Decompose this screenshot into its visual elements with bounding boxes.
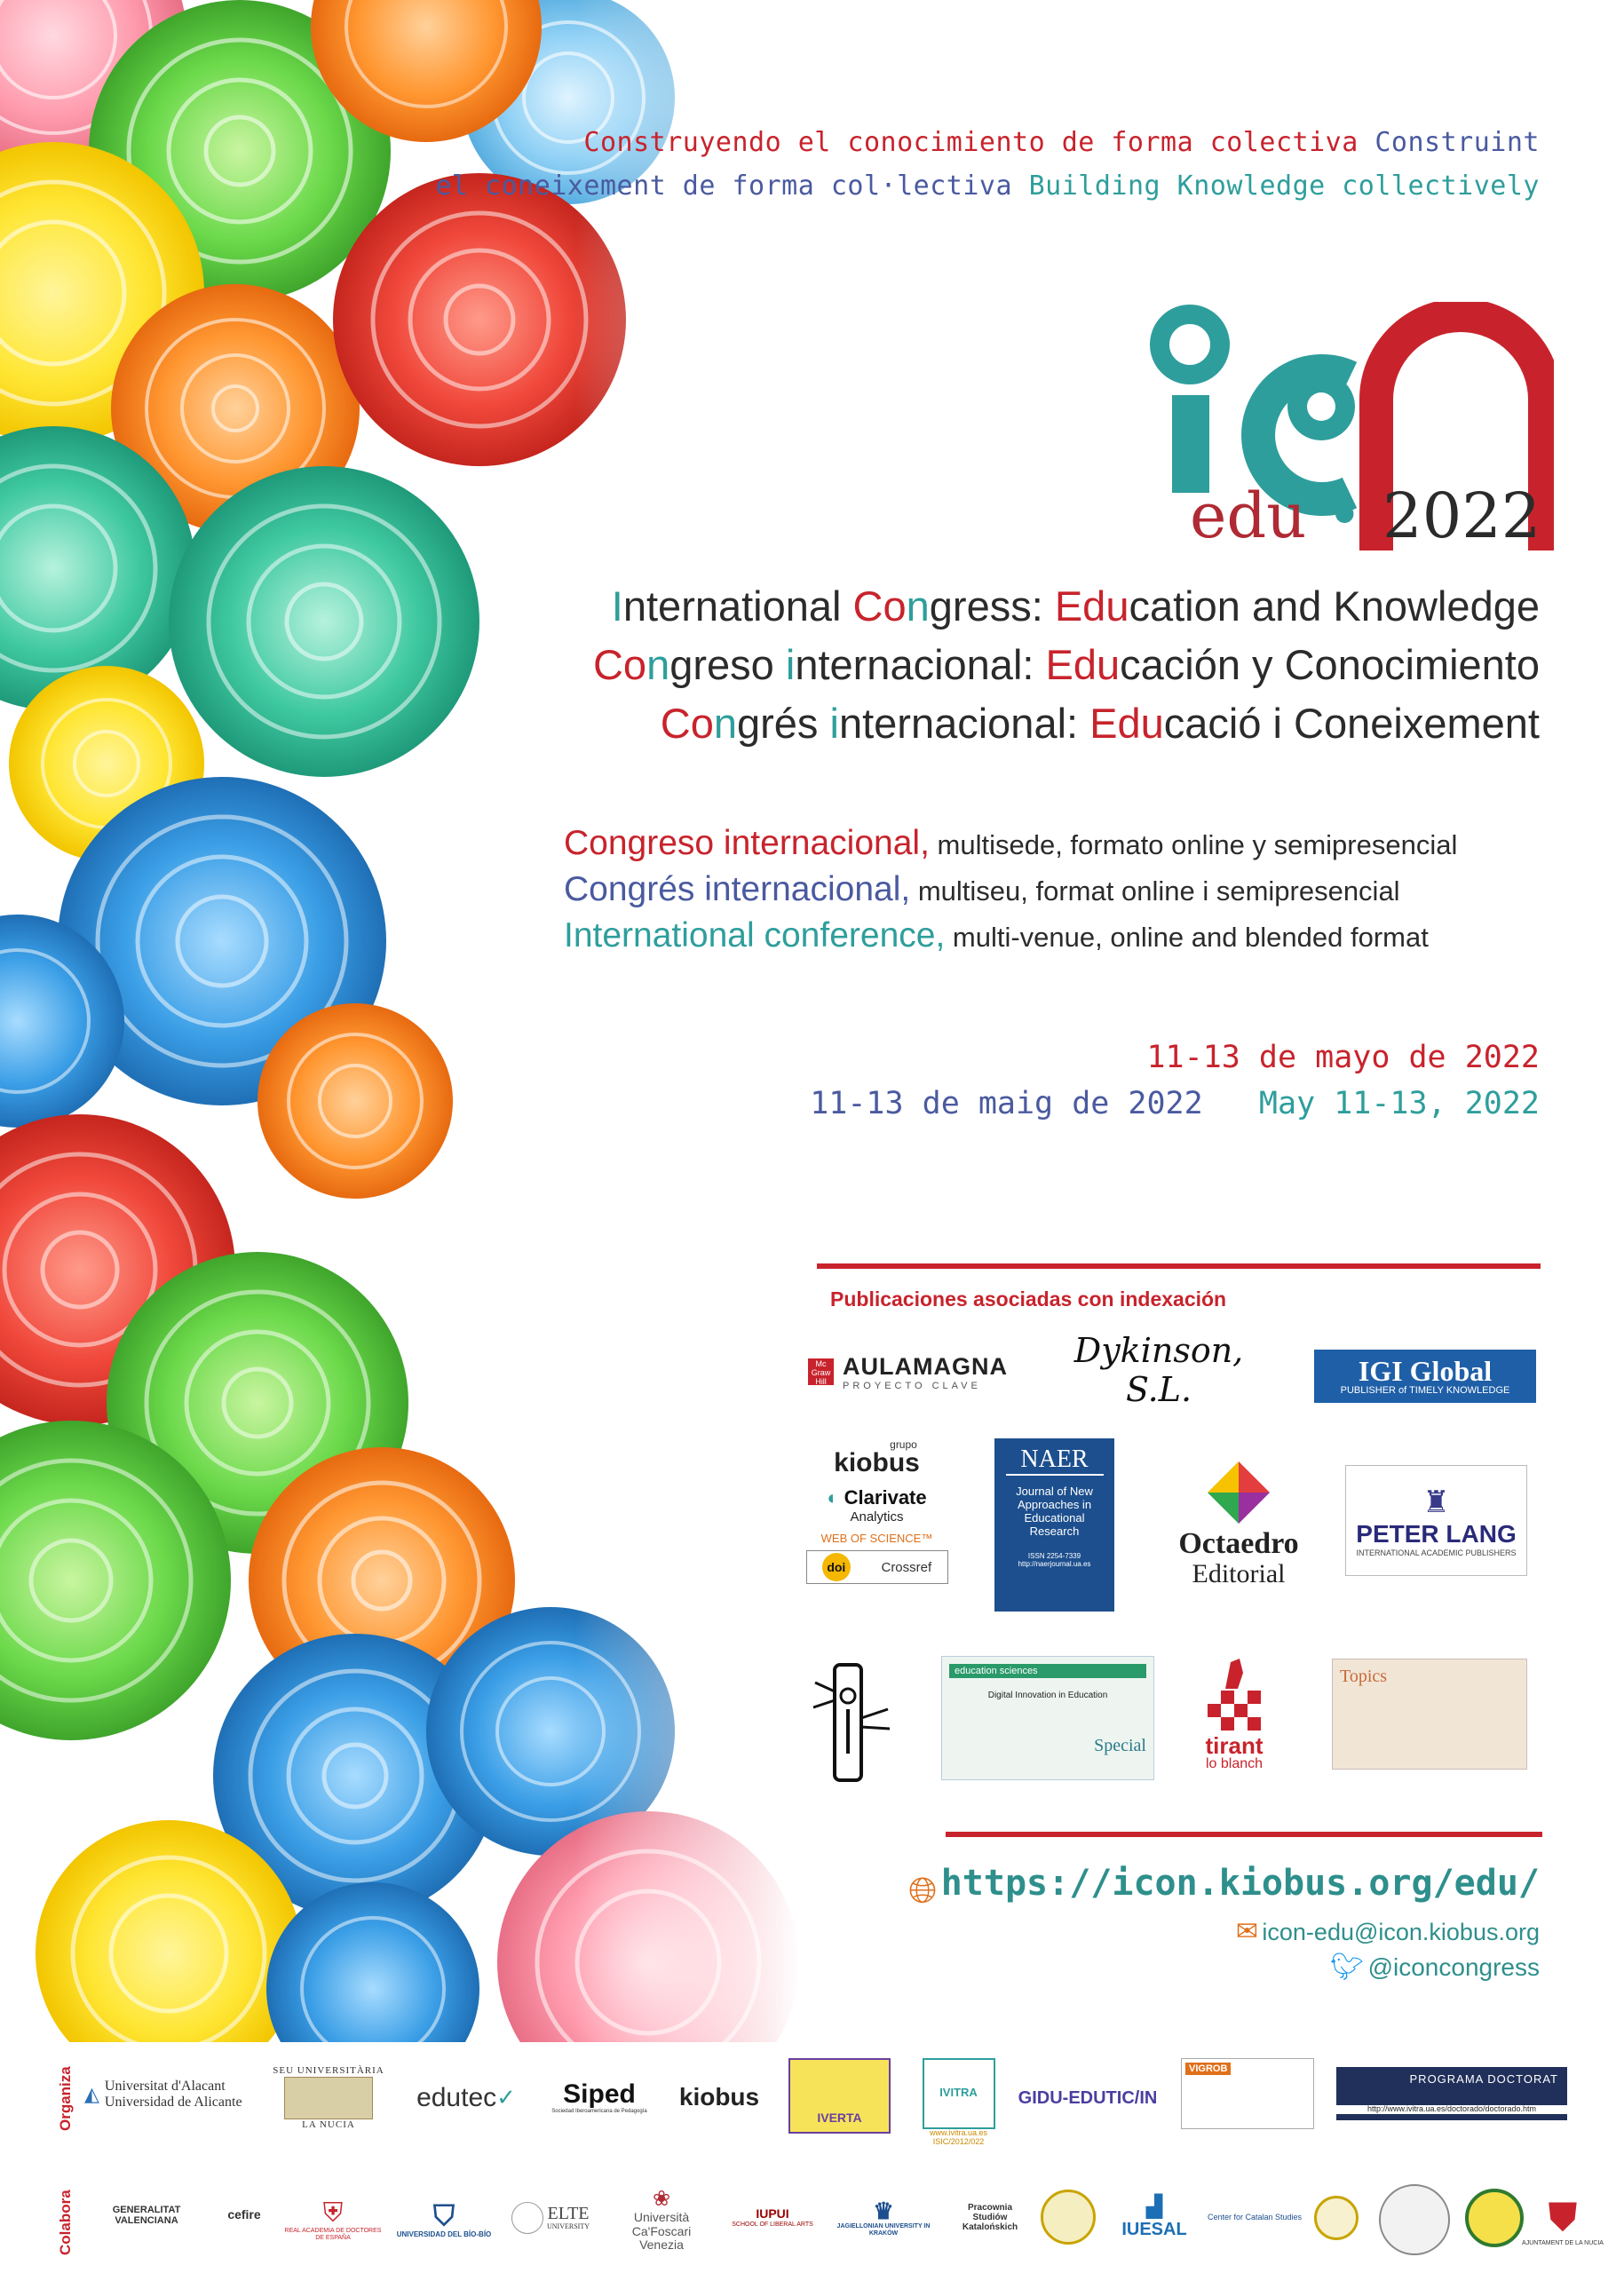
title-es-n: n	[646, 641, 670, 688]
format-lines	[564, 821, 1457, 960]
standing-figure-icon	[808, 1656, 897, 1789]
title-es-co: Co	[592, 641, 647, 688]
foscari-line: Venezia	[639, 2237, 684, 2252]
tirant-logo	[1185, 1643, 1283, 1785]
gva-logo	[89, 2193, 204, 2237]
doi-icon: doi	[822, 1553, 851, 1581]
pracownia-line: Studiów	[972, 2213, 1008, 2222]
contact-url-row	[908, 1863, 1540, 1911]
foscari-line: Ca'Foscari	[631, 2223, 692, 2238]
bird-figure-logo	[804, 1651, 901, 1794]
organiza-label: Organiza	[57, 2066, 74, 2131]
jagiellonian-name: JAGIELLONIAN UNIVERSITY IN KRAKÓW	[836, 2223, 931, 2237]
knight-icon	[1199, 1655, 1270, 1735]
naer-line: Research	[1029, 1525, 1080, 1538]
twitter-handle[interactable]: @iconcongress	[1367, 1953, 1540, 1981]
ivitra-url: www.ivitra.ua.es	[929, 2127, 988, 2137]
format-ca	[564, 867, 1457, 914]
edutec-icon: ✓	[496, 2084, 516, 2111]
title-es-part: cación y Conocimiento	[1120, 641, 1540, 688]
title-en-n: n	[906, 582, 930, 630]
ua-logo	[84, 2067, 253, 2122]
email-icon: ✉	[1235, 1917, 1258, 1946]
naer-journal-cover	[994, 1438, 1114, 1612]
gva-line: GENERALITAT	[112, 2204, 181, 2215]
crest-icon: ⛨	[322, 2198, 344, 2228]
foscari-seal-icon: ❀	[652, 2186, 671, 2211]
title-en-co: Co	[852, 582, 907, 630]
title-en-edu: Edu	[1054, 582, 1129, 630]
email-link[interactable]: icon-edu@icon.kiobus.org	[1262, 1919, 1540, 1945]
peter-lang-name: PETER LANG	[1356, 1519, 1517, 1548]
contact-twitter-row	[1330, 1952, 1540, 1983]
format-en-label: International conference,	[564, 916, 946, 954]
divider-rule	[946, 1832, 1542, 1837]
dykinson-logo: Dykinson, S.L.	[1073, 1330, 1244, 1409]
ajuntament-nucia-logo	[1514, 2180, 1612, 2264]
naer-line: Approaches in	[1017, 1498, 1092, 1511]
foscari-line: Università	[633, 2210, 690, 2225]
title-es-i: i	[785, 641, 796, 688]
title-ca-part: cació i Coneixement	[1163, 700, 1540, 747]
university-seal-icon	[1041, 2190, 1096, 2245]
date-en: May 11-13, 2022	[1258, 1086, 1540, 1121]
university-seal-icon	[1314, 2196, 1359, 2240]
doctorado-url: http://www.ivitra.ua.es/doctorado/doctorado.htm	[1336, 2105, 1567, 2114]
biobio-name: UNIVERSIDAD DEL BÍO-BÍO	[396, 2230, 492, 2239]
iupui-name: IUPUI	[756, 2206, 789, 2222]
format-es-rest: multisede, formato online y semipresencial	[929, 829, 1458, 860]
seal-logo-2	[1305, 2189, 1367, 2246]
contact-email-row	[1236, 1916, 1540, 1947]
title-ca-i: i	[829, 700, 839, 747]
siped-name: Siped	[563, 2079, 636, 2110]
congress-titles	[593, 577, 1540, 753]
biobio-logo	[391, 2184, 497, 2255]
nucia-name: AJUNTAMENT DE LA NUCIA	[1522, 2239, 1604, 2246]
education-sciences-cover	[941, 1656, 1154, 1780]
seu-top: SEU UNIVERSITÀRIA	[273, 2065, 384, 2077]
institution-seal-icon	[1379, 2184, 1450, 2255]
siped-sub: Sociedad Iberoamericana de Pedagogía	[551, 2109, 647, 2115]
ua-line: Universidad de Alicante	[104, 2095, 242, 2110]
event-dates	[810, 1034, 1540, 1127]
format-ca-rest: multiseu, format online i semipresencial	[910, 875, 1400, 907]
real-academia-name: REAL ACADEMIA DE DOCTORES DE ESPAÑA	[284, 2227, 382, 2241]
title-ca-edu: Edu	[1089, 700, 1164, 747]
title-es	[593, 636, 1540, 694]
elte-name: ELTE	[547, 2204, 590, 2224]
igi-global-sub: PUBLISHER of TIMELY KNOWLEDGE	[1340, 1385, 1510, 1396]
format-en	[564, 914, 1457, 960]
seal-logo-3	[1372, 2180, 1456, 2260]
vigrob-logo	[1181, 2058, 1314, 2129]
paper-rolls-illustration	[0, 0, 799, 2042]
igi-global-name: IGI Global	[1358, 1355, 1493, 1387]
tagline-line-2	[435, 170, 1540, 202]
ivitra-logo	[916, 2051, 1001, 2153]
igi-global-logo	[1314, 1350, 1536, 1403]
cefire-logo: cefire	[227, 2207, 261, 2222]
title-es-edu: Edu	[1045, 641, 1121, 688]
iupui-logo	[719, 2200, 826, 2236]
aula-magna-sub: PROYECTO CLAVE	[843, 1380, 981, 1391]
iuesal-logo	[1110, 2189, 1199, 2246]
kiobus-small-logo: kiobus	[678, 2083, 760, 2111]
colabora-label: Colabora	[57, 2190, 74, 2255]
octaedro-icon	[1203, 1457, 1274, 1528]
publications-title: Publicaciones asociadas con indexación	[830, 1287, 1227, 1311]
ua-line: Universitat d'Alacant	[104, 2079, 226, 2095]
elte-sub: UNIVERSITY	[547, 2222, 590, 2231]
gidu-edutic-logo: GIDU-EDUTIC/IN	[1018, 2087, 1158, 2108]
seu-building-icon	[284, 2077, 373, 2119]
mcgraw-hill-icon: Mc Graw Hill	[808, 1358, 834, 1385]
title-ca-part: nternacional:	[838, 700, 1090, 747]
tirant-sub: lo blanch	[1205, 1756, 1264, 1771]
real-academia-logo	[284, 2184, 382, 2255]
kiobus-clarivate-stack	[804, 1438, 950, 1616]
gva-line: VALENCIANA	[115, 2215, 178, 2226]
kiobus-name: kiobus	[834, 1448, 920, 1477]
title-en-part: nternational	[622, 582, 853, 630]
clarivate-icon: ◐	[827, 1486, 839, 1509]
clarivate-name: Clarivate	[844, 1486, 927, 1509]
date-ca: 11-13 de maig de 2022	[810, 1086, 1203, 1121]
logo-year: 2022	[1382, 479, 1541, 552]
tagline-en: Building Knowledge collectively	[1028, 170, 1540, 202]
date-es: 11-13 de mayo de 2022	[1146, 1040, 1540, 1075]
pracownia-logo	[946, 2193, 1034, 2242]
format-ca-label: Congrés internacional,	[564, 870, 911, 908]
ivitra-code: ISIC/2012/022	[932, 2136, 985, 2146]
aula-magna-name: AULAMAGNA	[843, 1352, 1008, 1380]
edutec-logo	[404, 2078, 528, 2118]
pracownia-line: Katalońskich	[962, 2222, 1018, 2232]
format-en-rest: multi-venue, online and blended format	[945, 922, 1429, 953]
peter-lang-icon: ♜	[1422, 1485, 1450, 1519]
seal-logo-1	[1037, 2186, 1099, 2248]
tagline-ca-end: el coneixement de forma col·lectiva	[435, 170, 1013, 202]
topics-name: Topics	[1340, 1667, 1388, 1686]
title-en-part: gress:	[929, 582, 1055, 630]
title-en	[593, 577, 1540, 636]
edu-sciences-issue: Digital Innovation in Education	[987, 1691, 1108, 1700]
iuesal-name: IUESAL	[1121, 2219, 1187, 2239]
logo-dot: •	[1326, 479, 1363, 552]
logo-wordmark	[1190, 479, 1541, 552]
title-en-part: cation and Knowledge	[1129, 582, 1540, 630]
tagline-ca-start: Construint	[1374, 127, 1540, 158]
doctorado-title: PROGRAMA DOCTORAT	[1409, 2071, 1558, 2086]
octaedro-logo	[1163, 1452, 1314, 1594]
seu-la-nucia-logo	[266, 2055, 391, 2140]
pracownia-line: Pracownia	[967, 2203, 1013, 2213]
naer-url: http://naerjournal.ua.es	[1018, 1560, 1091, 1568]
website-link[interactable]: https://icon.kiobus.org/edu/	[940, 1863, 1540, 1904]
title-ca-part: grés	[737, 700, 830, 747]
vigrob-name: VIGROB	[1185, 2063, 1231, 2075]
octaedro-name: Octaedro	[1178, 1527, 1299, 1560]
format-es-label: Congreso internacional,	[564, 824, 930, 862]
edu-sciences-journal: education sciences	[949, 1664, 1146, 1678]
globe-icon: 🌐︎	[908, 1871, 938, 1911]
center-catalan-studies-logo: Center for Catalan Studies	[1207, 2213, 1303, 2222]
elte-seal-icon	[511, 2202, 543, 2234]
biobio-shield-icon: ⛉	[432, 2199, 455, 2231]
iuesal-icon: ▟	[1145, 2195, 1163, 2220]
edutec-name: edutec	[416, 2083, 497, 2112]
peter-lang-sub: INTERNATIONAL ACADEMIC PUBLISHERS	[1356, 1548, 1517, 1557]
seu-bottom: LA NUCIA	[302, 2119, 355, 2130]
naer-line: Journal of New	[1016, 1485, 1093, 1498]
title-ca-n: n	[713, 700, 737, 747]
jagiellonian-logo	[830, 2189, 937, 2246]
title-en-i: I	[611, 582, 623, 630]
format-es	[564, 821, 1457, 867]
octaedro-sub: Editorial	[1192, 1559, 1286, 1588]
jagiellonian-crest-icon: ♛	[873, 2197, 894, 2224]
web-of-science: WEB OF SCIENCE™	[820, 1532, 933, 1545]
naer-issn: ISSN 2254-7339	[1027, 1552, 1081, 1560]
kiobus-grupo: grupo	[890, 1438, 917, 1451]
tagline-line-1	[583, 127, 1540, 158]
title-es-part: nternacional:	[795, 641, 1046, 688]
ca-foscari-logo	[613, 2180, 710, 2260]
crossref-name: Crossref	[881, 1559, 932, 1575]
peter-lang-logo	[1345, 1465, 1527, 1576]
iupui-sub: SCHOOL OF LIBERAL ARTS	[732, 2221, 813, 2228]
programa-doctorat-banner	[1336, 2067, 1567, 2120]
clarivate-sub: Analytics	[850, 1509, 904, 1525]
logo-edu: edu	[1190, 479, 1307, 552]
tagline-es: Construyendo el conocimiento de forma colectiva	[583, 127, 1359, 158]
naer-line: Educational	[1024, 1511, 1085, 1525]
twitter-icon: 🐦︎	[1330, 1952, 1365, 1982]
iverta-logo: IVERTA	[788, 2058, 891, 2134]
naer-name: NAER	[1006, 1445, 1104, 1476]
paper-rolls-image	[0, 0, 799, 2042]
ua-icon: ◭	[84, 2082, 99, 2105]
title-ca-co: Co	[660, 700, 714, 747]
title-es-part: greso	[669, 641, 786, 688]
title-ca	[593, 694, 1540, 753]
edu-sciences-special: Special	[1094, 1736, 1146, 1755]
topics-cover	[1332, 1659, 1527, 1770]
nucia-shield-icon: ⛊	[1548, 2196, 1578, 2240]
siped-logo	[551, 2071, 648, 2124]
tirant-name: tirant	[1205, 1732, 1264, 1759]
aula-magna-logo	[808, 1345, 1008, 1398]
divider-rule	[817, 1263, 1541, 1269]
ivitra-name: IVITRA	[923, 2058, 995, 2129]
elte-logo	[502, 2193, 599, 2242]
